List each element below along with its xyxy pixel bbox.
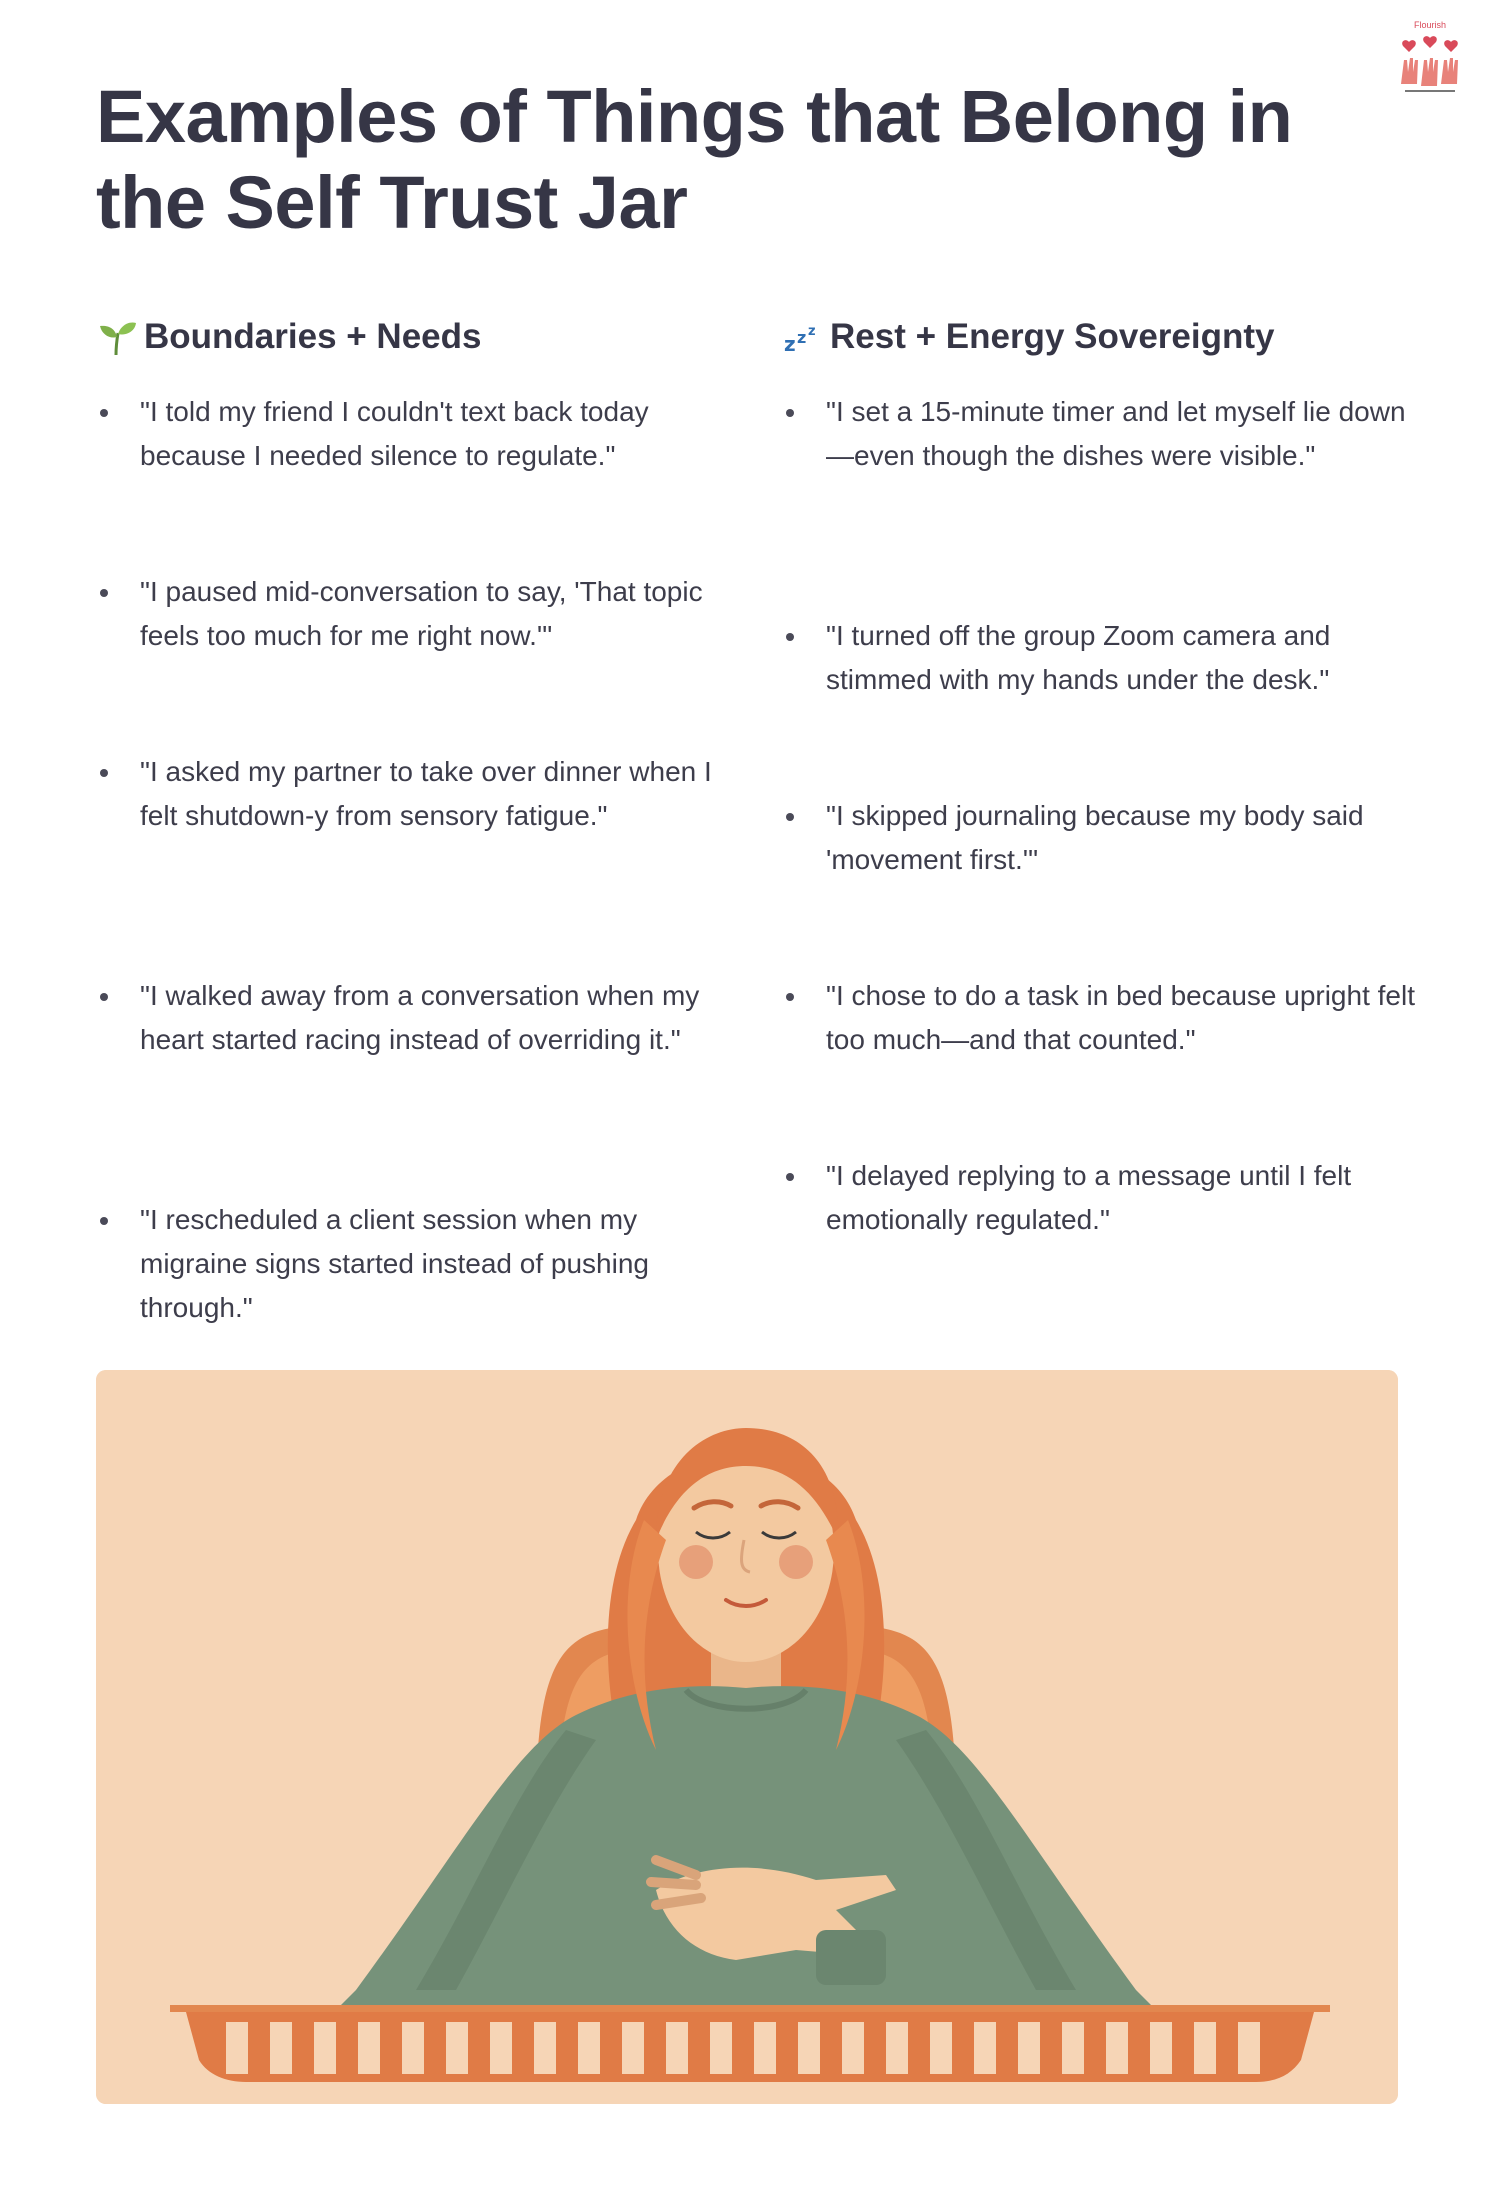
list-item [782, 614, 1422, 702]
list-item [96, 750, 716, 838]
bullet [100, 993, 108, 1001]
bullet [786, 409, 794, 417]
list-item [96, 974, 716, 1062]
column-boundaries-needs [96, 314, 716, 1323]
column-heading [782, 314, 1422, 360]
heading-text: Rest + Energy Sovereignty [830, 317, 1275, 356]
bullet [786, 1173, 794, 1181]
item-text: "I chose to do a task in bed because upright felt too much—and that counted." [826, 980, 1415, 1055]
list-item [96, 570, 716, 658]
item-text: "I asked my partner to take over dinner when I felt shutdown-y from sensory fatigue." [140, 756, 712, 831]
bullet [786, 993, 794, 1001]
list-item [782, 1154, 1422, 1242]
bullet [100, 1217, 108, 1225]
list-item [96, 1198, 716, 1330]
bullet [100, 589, 108, 597]
svg-text:z: z [797, 328, 807, 347]
woman-meditating-illustration [96, 1370, 1398, 2104]
list-item [782, 794, 1422, 882]
page-title: Examples of Things that Belong in the Self Trust Jar [96, 75, 1293, 244]
list-item [782, 390, 1422, 478]
bullet [100, 769, 108, 777]
column-heading [96, 314, 716, 360]
list-item [782, 974, 1422, 1062]
bullet [786, 633, 794, 641]
item-text: "I set a 15-minute timer and let myself lie down—even though the dishes were visible." [826, 396, 1406, 471]
item-text: "I turned off the group Zoom camera and stimmed with my hands under the desk." [826, 620, 1331, 695]
svg-text:z: z [808, 324, 816, 339]
list-item [96, 390, 716, 478]
item-text: "I paused mid-conversation to say, 'That topic feels too much for me right now.'" [140, 576, 703, 651]
seedling-icon [96, 317, 140, 357]
item-text: "I told my friend I couldn't text back today because I needed silence to regulate." [140, 396, 649, 471]
svg-text:z: z [784, 332, 796, 356]
item-text: "I walked away from a conversation when my heart started racing instead of overriding it." [140, 980, 700, 1055]
woman-hands-on-chest-image [96, 1370, 1398, 2104]
column-rest-energy [782, 314, 1422, 1235]
item-text: "I rescheduled a client session when my migraine signs started instead of pushing through." [140, 1204, 649, 1323]
logo-text: Flourish [1413, 20, 1446, 30]
flourish-logo [1395, 20, 1465, 100]
zzz-icon [782, 317, 826, 357]
bullet [100, 409, 108, 417]
hands-heart-icon [1395, 32, 1465, 96]
bullet [786, 813, 794, 821]
item-text: "I skipped journaling because my body said 'movement first.'" [826, 800, 1364, 875]
heading-text: Boundaries + Needs [144, 317, 482, 356]
item-text: "I delayed replying to a message until I felt emotionally regulated." [826, 1160, 1352, 1235]
